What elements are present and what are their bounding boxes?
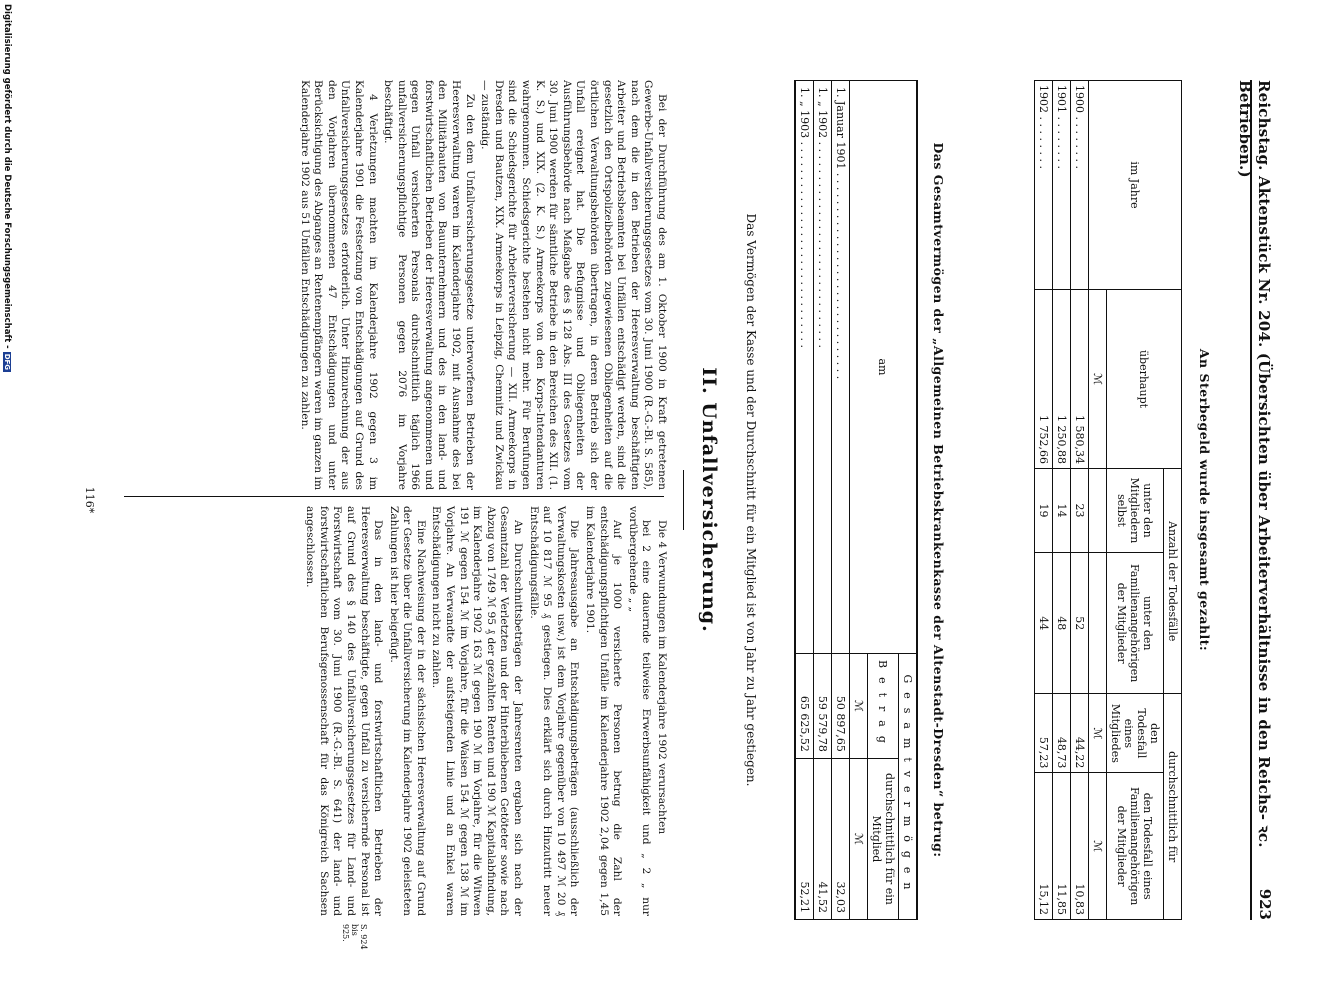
col-head-avg-family: den Todesfall eines Familienangehörigen der Mitglieder [1107, 773, 1164, 920]
row-betrag: 50 897,65 [832, 654, 850, 759]
row-year: 1902 . . . . . . . . [1035, 81, 1053, 290]
col-head-count-members: unter den Mitgliedern selbst [1107, 469, 1164, 553]
unit-total: ℳ [1089, 290, 1107, 469]
col-head-total: überhaupt [1107, 290, 1182, 469]
row-avg-member: 44,22 [1071, 694, 1089, 773]
paragraph: Das in den land- und forstwirtschaftlichen Betrieben der Heeresverwaltung beschäftigte, gegen Unfall zu versichernde Personal ist auf Grund des § 140 des Unfallversicherungsgesetzes für Land- und Forstwirtschaft vom 30. Juni 1900 (R.-G.-Bl. S. 641) der land- und forstwirtschaftlichen Berufsgenossenschaft für das Königreich Sachsen angeschlossen. [304, 506, 385, 916]
section-rule [683, 470, 684, 530]
unit-avg-family: ℳ [1089, 773, 1107, 920]
sterbegeld-table [1034, 80, 1182, 920]
row-family: 52 [1071, 553, 1089, 694]
row-members: 19 [1035, 469, 1053, 553]
col-head-count-family: unter den Familienangehörigen der Mitglieder [1107, 553, 1164, 694]
column-divider [124, 496, 664, 497]
row-avg-family: 15,12 [1035, 773, 1053, 920]
unit-avg-member: ℳ [1089, 694, 1107, 773]
paragraph: An Durchschnittsbeträgen der Jahresrenten ergaben sich nach der Gesamtzahl der Verletzten und der Hinterbliebenen Getöteter sowie nach Abzug von 1749 ℳ 95 ₰ der gezahlten Renten und 190 ℳ Kapitalabfindung, im Kalenderjahre 1902 163 ℳ gegen 190 ℳ im Vorjahre, für die Witwen 191 ℳ gegen 154 ℳ im Vorjahre, für die Waisen 154 ℳ gegen 138 ℳ im Vorjahre. An Verwandte der aufsteigenden Linie und an Enkel waren Entschädigungen nicht zu zahlen. [430, 506, 525, 916]
paragraph: Bei der Durchführung des am 1. Oktober 1900 in Kraft getretenen Gewerbe-Unfallversicherungsgesetzes vom 30. Juni 1900 (R.-G.-Bl. S. 585), nach dem die in den Betrieben der Heeresverwaltung beschäftigten Arbeiter und Betriebsbeamten bei Unfällen entschädigt werden, sind die gesetzlich den Ortspolizeibehörden zugewiesenen Obliegenheiten auf die örtlichen Verwaltungsbehörden übertragen, in deren Betrieb sich der Unfall ereignet hat. Die Befugnisse und Obliegenheiten der Ausführungsbehörde nach Maßgabe des § 128 Abs. III des Gesetzes vom 30. Juni 1900 werden für sämtliche Betriebe in den Bereichen des XII. (1. K. S.) und XIX. (2. K. S.) Armeekorps von den Korps-Intendanturen wahrgenommen. Schiedsgerichte bestehen nicht mehr. Für Berufungen sind die Schiedsgerichte für Arbeiterversicherung — XII. Armeekorps in Dresden und Bautzen, XIX. Armeekorps in Leipzig, Chemnitz und Zwickau — zuständig. [479, 80, 668, 490]
row-betrag: 65 625,52 [795, 654, 814, 759]
header-page-number: 923 [1256, 888, 1274, 920]
row-avg-member: 48,73 [1053, 694, 1071, 773]
paragraph: Zu den dem Unfallversicherungsgesetze unterworfenen Betrieben der Heeresverwaltung waren im Kalenderjahre 1902, mit Ausnahme des bei den Militärbauten von Bauunternehmern und des in den land- und forstwirtschaftlichen Betrieben der Heeresverwaltung angenommenen und gegen Unfall versicherten Personals durchschnittlich täglich 1966 unfallversicherungspflichtige Personen gegen 2076 im Vorjahre beschäftigt. [382, 80, 476, 490]
row-total: 1 752,66 [1035, 290, 1053, 469]
paragraph: Die Jahresausgabe an Entschädigungsbeträgen (ausschließlich der Verwaltungskosten usw.) ist dem Vorjahre gegenüber von 10 497 ℳ 20 ₰ auf 10 817 ℳ 95 ₰ gestiegen. Dies erklärt sich durch Hinzutritt neuer Entschädigungsfälle. [527, 506, 581, 916]
row-total: 1 580,34 [1071, 290, 1089, 469]
col-head-avg-member: den Todesfall eines Mitgliedes [1107, 694, 1164, 773]
row-family: 44 [1035, 553, 1053, 694]
row-year: 1900 . . . . . . . . [1071, 81, 1089, 290]
sterbegeld-title: An Sterbegeld wurde insgesamt gezahlt: [1197, 348, 1212, 652]
vermoegen-table [794, 80, 918, 920]
row-family: 48 [1053, 553, 1071, 694]
table-row [1053, 81, 1071, 920]
digitization-footer [2, 4, 12, 372]
row-total: 1 250,88 [1053, 290, 1071, 469]
col-head-am: am [850, 81, 918, 654]
section-heading: II. Unfallversicherung. [698, 367, 720, 633]
unit-avg: ℳ [850, 758, 868, 919]
col-head-betrag: Betrag [868, 654, 899, 759]
row-avg-family: 11,85 [1053, 773, 1071, 920]
text-column-left [295, 80, 668, 490]
paragraph: bei 2 eine dauernde teilweise Erwerbsunfähigkeit und „ 2 „ nur vorübergehende „ „ [626, 506, 653, 916]
col-head-avg-group: durchschnittlich für [1164, 694, 1182, 920]
row-date: 1. „ 1903 . . . . . . . . . . . . . . . . . . . . . . . . . . . . . . [795, 81, 814, 654]
row-members: 23 [1071, 469, 1089, 553]
text-column-right [301, 506, 668, 916]
row-avg: 41,52 [814, 758, 832, 919]
table-row [814, 81, 832, 920]
col-head-gesamtvermoegen: Gesamtvermögen [899, 654, 918, 920]
table-row [1035, 81, 1053, 920]
row-betrag: 59 579,78 [814, 654, 832, 759]
row-avg: 52,21 [795, 758, 814, 919]
col-head-year: im Jahre [1089, 81, 1182, 290]
dfg-logo: DFG [3, 353, 11, 371]
row-date: 1. „ 1902 . . . . . . . . . . . . . . . . . . . . . . . . . . . . . . [814, 81, 832, 654]
unit-betrag: ℳ [850, 654, 868, 759]
table-row [832, 81, 850, 920]
running-header [1236, 80, 1276, 920]
vermoegen-note: Das Vermögen der Kasse und der Durchschnitt für ein Mitglied ist von Jahr zu Jahr gestiegen. [744, 213, 758, 787]
paragraph: Die 4 Verwundungen im Kalenderjahre 1902 verursachten [656, 520, 668, 835]
header-title: Reichstag. Aktenstück Nr. 204. (Übersichten über Arbeiterverhältnisse in den Reichs- ꝛc. Betrieben.) [1236, 80, 1273, 848]
row-date: 1. Januar 1901 . . . . . . . . . . . . . . . . . . . . . . . . . . . . . . [832, 81, 850, 654]
col-head-avg: durchschnittlich für ein Mitglied [868, 758, 899, 919]
table-row [1071, 81, 1089, 920]
vermoegen-title: Das Gesamtvermögen der „Allgemeinen Betriebskrankenkasse der Altenstadt-Dresden“ betrug: [931, 142, 946, 858]
footer-text: Digitalisierung gefördert durch die Deutsche Forschungsgemeinschaft - [2, 4, 12, 349]
row-year: 1901 . . . . . . . . [1053, 81, 1071, 290]
col-head-count-group: Anzahl der Todesfälle [1164, 469, 1182, 694]
row-avg-family: 10,83 [1071, 773, 1089, 920]
margin-note: S. 924 bis 925. [341, 924, 368, 950]
paragraph: Auf je 1000 versicherte Personen betrug die Zahl der entschädigungspflichtigen Unfälle im Kalenderjahre 1902 2,04 gegen 1,45 im Kalenderjahre 1901. [584, 506, 624, 916]
paragraph: 4 Verletzungen machten im Kalenderjahre 1902 gegen 3 im Kalenderjahre 1901 die Festsetzung von Entschädigungen auf Grund des Unfallversicherungsgesetzes erforderlich. Unter Hinzurechnung der aus den Vorjahren übernommenen 47 Entschädigungen und unter Berücksichtigung des Abganges an Rentenempfängern waren im ganzen im Kalenderjahre 1902 aus 51 Unfällen Entschädigungen zu zahlen. [298, 80, 379, 490]
row-avg: 32,03 [832, 758, 850, 919]
row-avg-member: 57,23 [1035, 694, 1053, 773]
paragraph: Eine Nachweisung der in der sächsischen Heeresverwaltung auf Grund der Gesetze über die Unfallversicherung im Kalenderjahre 1902 geleisteten Zahlungen ist hier beigefügt. [387, 506, 427, 916]
table-row [795, 81, 814, 920]
row-members: 14 [1053, 469, 1071, 553]
page-number: 116* [83, 486, 96, 514]
